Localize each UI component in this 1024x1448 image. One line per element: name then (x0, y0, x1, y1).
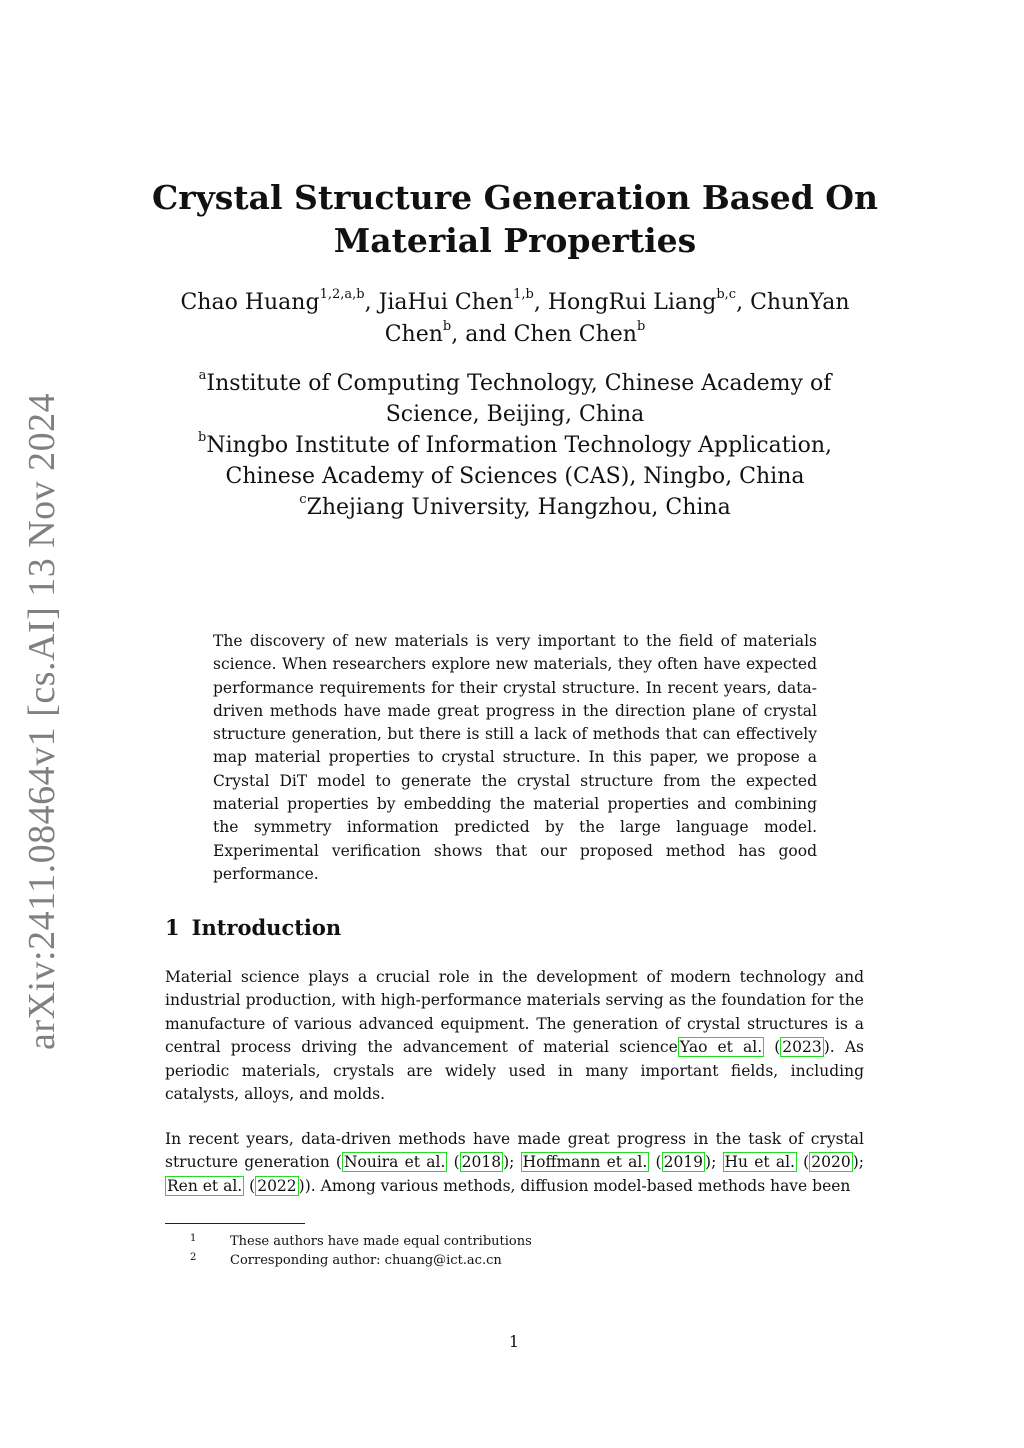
affiliation-mark: b (197, 429, 207, 445)
section-heading (165, 915, 341, 940)
author-affiliation-mark: 1,2,a,b (319, 286, 365, 302)
affiliation-text: Ningbo Institute of Information Technology Application, Chinese Academy of Sciences (CAS), Ningbo, China (206, 433, 832, 489)
arxiv-identifier: arXiv:2411.08464v1 [cs.AI] 13 Nov 2024 (21, 392, 63, 1050)
author-affiliation-mark: b (442, 318, 452, 334)
footnote-mark: 1 (190, 1233, 197, 1244)
author: ChunYan Chen (384, 290, 850, 347)
author-separator: , (364, 290, 379, 315)
citation-year-link[interactable]: 2019 (663, 1153, 704, 1172)
paragraph-text: In recent years, data-driven methods have made great progress in the task of crystal structure generation ( (165, 1130, 864, 1172)
paragraph-text: Material science plays a crucial role in the development of modern technology and industrial production, with high-performance materials serving as the foundation for the manufacture of various advanced equipment. The generation of crystal structures is a central process driving the advancement of material science (165, 968, 864, 1057)
citation-year-link[interactable]: 2018 (461, 1153, 502, 1172)
footnote-mark: 2 (190, 1252, 197, 1263)
affiliation-mark: c (299, 491, 307, 507)
abstract: The discovery of new materials is very important to the field of materials science. When researchers explore new materials, they often have expected performance requirements for their crystal structure. In recent years, data-driven methods have made great progress in the direction plane of crystal structure generation, but there is still a lack of methods that can effectively map material properties to crystal structure. In this paper, we propose a Crystal DiT model to generate the crystal structure from the expected material properties by embedding the material properties and combining the symmetry information predicted by the large language model. Experimental verification shows that our proposed method has good performance. (213, 632, 817, 883)
footnotes (190, 1232, 532, 1270)
author-affiliation-mark: b (636, 318, 646, 334)
citation-link[interactable]: Yao et al. (679, 1038, 763, 1057)
affiliation-text: Institute of Computing Technology, Chinese Academy of Science, Beijing, China (206, 371, 832, 427)
paragraph-text: ). Among various methods, diffusion model-based methods have been (304, 1176, 851, 1195)
author-separator: , (736, 290, 751, 315)
author: Chen Chen (513, 322, 637, 347)
section-number: 1 (165, 915, 180, 940)
author-affiliation-mark: b,c (716, 286, 737, 302)
citation-year-link[interactable]: 2020 (811, 1153, 851, 1172)
affiliation-text: Zhejiang University, Hangzhou, China (306, 495, 731, 520)
citation-link[interactable]: Ren et al. (167, 1176, 243, 1195)
citation-link[interactable]: Nouira et al. (343, 1153, 446, 1172)
affiliation (150, 430, 880, 492)
citation-year-link[interactable]: 2023 (782, 1038, 822, 1057)
paper-title (150, 176, 880, 262)
affiliation (150, 368, 880, 430)
author-separator: , (533, 290, 548, 315)
author-list (150, 287, 880, 351)
citation-link[interactable]: Hoffmann et al. (522, 1153, 648, 1172)
footnote-text: Corresponding author: chuang@ict.ac.cn (230, 1253, 502, 1268)
footnote (190, 1251, 532, 1270)
title-line-2: Material Properties (333, 221, 697, 260)
author: Chao Huang (180, 290, 320, 315)
citation-year-link[interactable]: 2022 (257, 1176, 297, 1195)
author: HongRui Liang (547, 290, 717, 315)
title-line-1: Crystal Structure Generation Based On (151, 178, 879, 217)
affiliation (150, 492, 880, 523)
author-separator: , and (451, 322, 514, 347)
footnote (190, 1232, 532, 1251)
footnote-text: These authors have made equal contributions (230, 1234, 532, 1249)
author-affiliation-mark: 1,b (513, 286, 534, 302)
paragraph-text: As periodic materials, crystals are widely used in many important fields, including catalysts, alloys, and molds. (165, 1038, 864, 1104)
affiliation-mark: a (198, 367, 207, 383)
section-title: Introduction (191, 915, 342, 940)
author: JiaHui Chen (378, 290, 514, 315)
intro-paragraph-2: In recent years, data-driven methods have made great progress in the task of crystal structure generation ( Nouira et al. ( 2018 ); Hoffmann et al. ( 2019 ); Hu et al. ( 2020 ); Ren et al. ( 2022 )). Among various methods, diffusion model-based methods have been (165, 1130, 864, 1195)
citation-link[interactable]: Hu et al. (724, 1153, 795, 1172)
intro-paragraph-1: Material science plays a crucial role in the development of modern technology and industrial production, with high-performance materials serving as the foundation for the manufacture of various advanced equipment. The generation of crystal structures is a central process driving the advancement of material science Yao et al. ( 2023 ). As periodic materials, crystals are widely used in many important fields, including catalysts, alloys, and molds. (165, 968, 864, 1104)
affiliation-list (150, 368, 880, 523)
page-number: 1 (508, 1332, 520, 1351)
footnote-divider (165, 1223, 305, 1224)
